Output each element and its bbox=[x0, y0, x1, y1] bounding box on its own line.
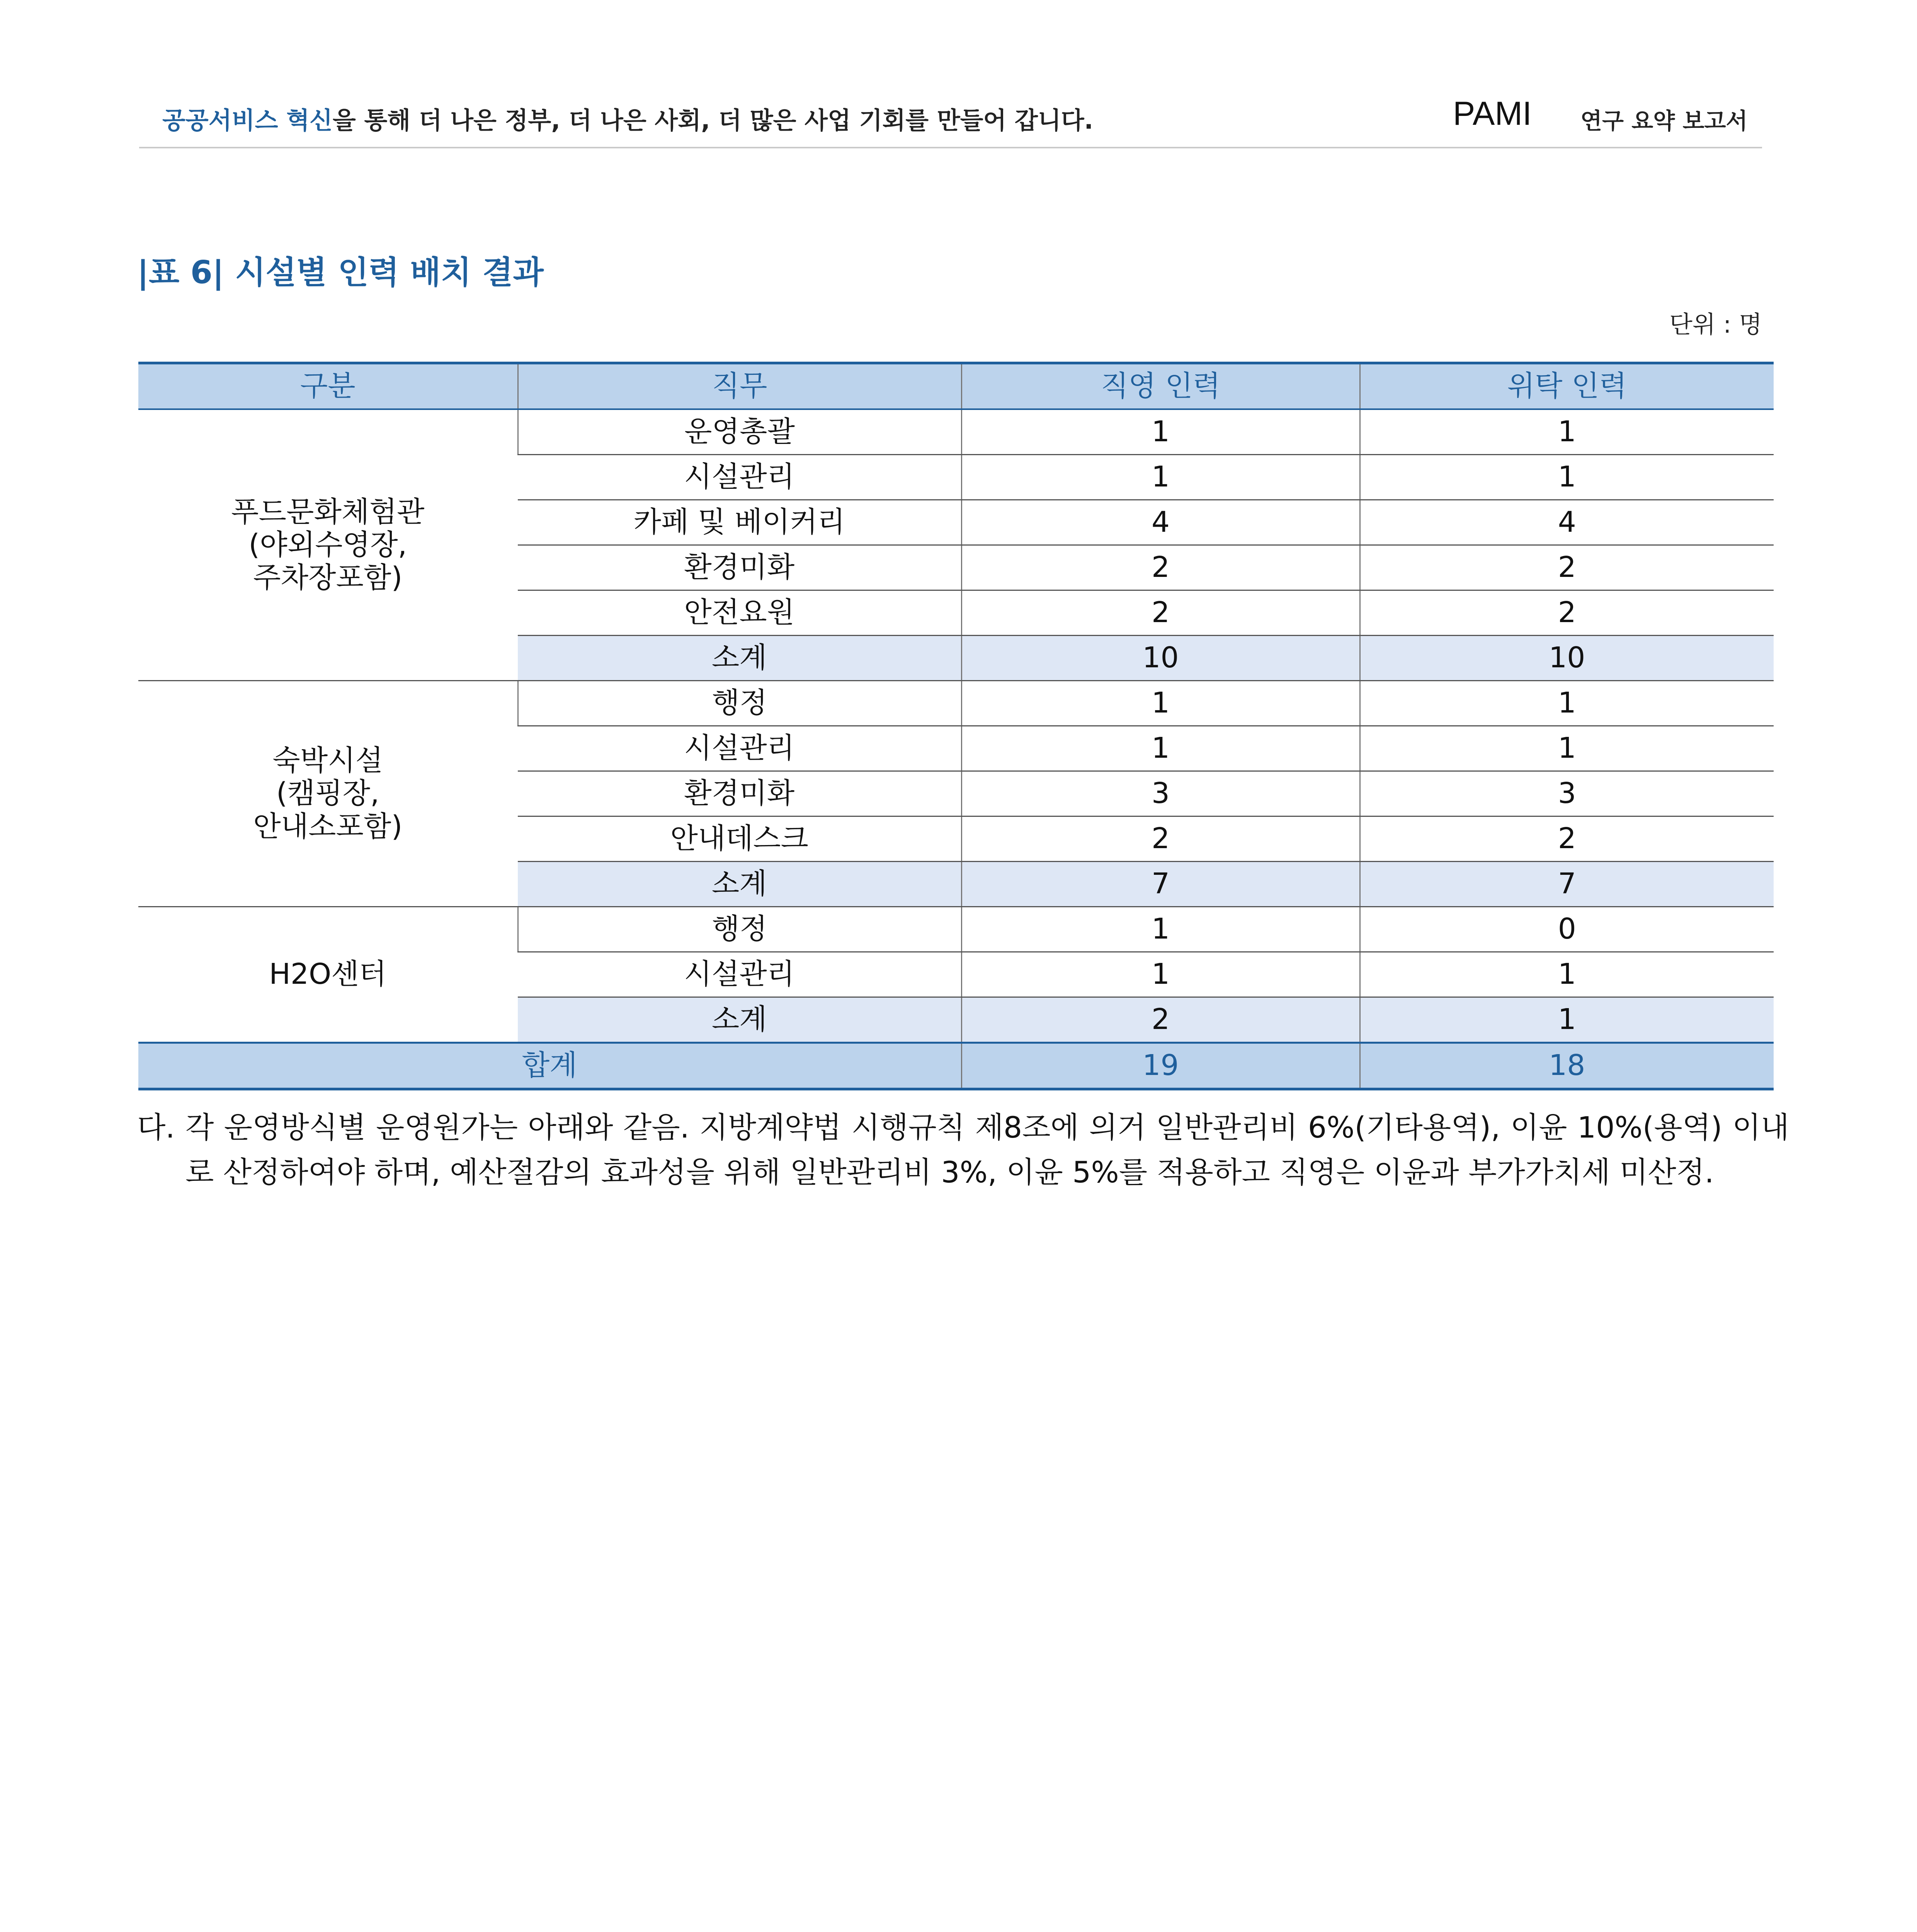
outsourced-staff-cell: 0 bbox=[1360, 907, 1774, 952]
table-row bbox=[138, 907, 1774, 952]
outsourced-staff-cell: 3 bbox=[1360, 771, 1774, 816]
direct-staff-cell: 4 bbox=[961, 500, 1360, 545]
note-marker: 다. bbox=[137, 1110, 175, 1145]
group-label-line: 주차장포함) bbox=[253, 561, 403, 595]
table-header-row bbox=[138, 363, 1774, 410]
total-label: 합계 bbox=[138, 1043, 961, 1089]
header-tagline-rest: 을 통해 더 나은 정부, 더 나은 사회, 더 많은 사업 기회를 만들어 갑니다. bbox=[332, 106, 1094, 134]
outsourced-staff-cell: 1 bbox=[1360, 681, 1774, 726]
group-label-line: (야외수영장, bbox=[248, 528, 407, 561]
header-tagline-accent: 공공서비스 혁신 bbox=[162, 106, 333, 134]
group-cell bbox=[138, 681, 518, 907]
direct-staff-cell: 1 bbox=[961, 907, 1360, 952]
note-text: 각 운영방식별 운영원가는 아래와 같음. 지방계약법 시행규칙 제8조에 의거 일반관리비 6%(기타용역), 이윤 10%(용역) 이내로 산정하여야 하며, 예산절감의 효과성을 위해 일반관리비 3%, 이윤 5%를 적용하고 직영은 이윤과 부가가치세 미산정. bbox=[185, 1110, 1789, 1189]
outsourced-staff-cell: 1 bbox=[1360, 726, 1774, 771]
direct-staff-cell: 1 bbox=[961, 726, 1360, 771]
column-header-direct-staff: 직영 인력 bbox=[961, 363, 1360, 410]
role-cell: 행정 bbox=[518, 681, 961, 726]
subtotal-direct-cell: 7 bbox=[961, 862, 1360, 907]
direct-staff-cell: 3 bbox=[961, 771, 1360, 816]
role-cell: 안전요원 bbox=[518, 590, 961, 636]
subtotal-label: 소계 bbox=[518, 636, 961, 681]
subtotal-label: 소계 bbox=[518, 862, 961, 907]
direct-staff-cell: 2 bbox=[961, 545, 1360, 590]
subtotal-outsourced-cell: 7 bbox=[1360, 862, 1774, 907]
role-cell: 시설관리 bbox=[518, 726, 961, 771]
group-label-line: (캠핑장, bbox=[276, 777, 379, 810]
subtotal-direct-cell: 2 bbox=[961, 997, 1360, 1043]
header-brand: PAMI bbox=[1453, 95, 1532, 132]
group-label-line: 숙박시설 bbox=[272, 744, 383, 777]
role-cell: 카페 및 베이커리 bbox=[518, 500, 961, 545]
direct-staff-cell: 1 bbox=[961, 952, 1360, 997]
note-paragraph bbox=[137, 1105, 1789, 1195]
outsourced-staff-cell: 4 bbox=[1360, 500, 1774, 545]
outsourced-staff-cell: 1 bbox=[1360, 409, 1774, 455]
direct-staff-cell: 1 bbox=[961, 409, 1360, 455]
staffing-table bbox=[138, 362, 1774, 1090]
direct-staff-cell: 2 bbox=[961, 590, 1360, 636]
outsourced-staff-cell: 1 bbox=[1360, 952, 1774, 997]
table-title: |표 6| 시설별 인력 배치 결과 bbox=[137, 254, 544, 291]
outsourced-staff-cell: 1 bbox=[1360, 455, 1774, 500]
subtotal-outsourced-cell: 1 bbox=[1360, 997, 1774, 1043]
subtotal-label: 소계 bbox=[518, 997, 961, 1043]
group-label-line: 푸드문화체험관 bbox=[231, 495, 425, 529]
outsourced-staff-cell: 2 bbox=[1360, 590, 1774, 636]
role-cell: 안내데스크 bbox=[518, 816, 961, 862]
role-cell: 시설관리 bbox=[518, 952, 961, 997]
group-label-line: 안내소포함) bbox=[253, 810, 403, 843]
subtotal-outsourced-cell: 10 bbox=[1360, 636, 1774, 681]
group-label-line: H2O센터 bbox=[269, 957, 387, 991]
total-row bbox=[138, 1043, 1774, 1089]
total-direct-cell: 19 bbox=[961, 1043, 1360, 1089]
role-cell: 환경미화 bbox=[518, 545, 961, 590]
role-cell: 환경미화 bbox=[518, 771, 961, 816]
direct-staff-cell: 1 bbox=[961, 681, 1360, 726]
total-outsourced-cell: 18 bbox=[1360, 1043, 1774, 1089]
outsourced-staff-cell: 2 bbox=[1360, 816, 1774, 862]
direct-staff-cell: 2 bbox=[961, 816, 1360, 862]
table-row bbox=[138, 681, 1774, 726]
unit-label: 단위 : 명 bbox=[1669, 310, 1762, 338]
group-cell bbox=[138, 907, 518, 1043]
header-report-label: 연구 요약 보고서 bbox=[1580, 108, 1748, 134]
direct-staff-cell: 1 bbox=[961, 455, 1360, 500]
role-cell: 시설관리 bbox=[518, 455, 961, 500]
table-body bbox=[138, 409, 1774, 1089]
outsourced-staff-cell: 2 bbox=[1360, 545, 1774, 590]
group-cell bbox=[138, 409, 518, 681]
column-header-outsourced-staff: 위탁 인력 bbox=[1360, 363, 1774, 410]
table-row bbox=[138, 409, 1774, 455]
column-header-category: 구분 bbox=[138, 363, 518, 410]
header-tagline bbox=[162, 101, 1093, 136]
header-divider bbox=[139, 147, 1762, 148]
role-cell: 운영총괄 bbox=[518, 409, 961, 455]
subtotal-direct-cell: 10 bbox=[961, 636, 1360, 681]
column-header-role: 직무 bbox=[518, 363, 961, 410]
role-cell: 행정 bbox=[518, 907, 961, 952]
